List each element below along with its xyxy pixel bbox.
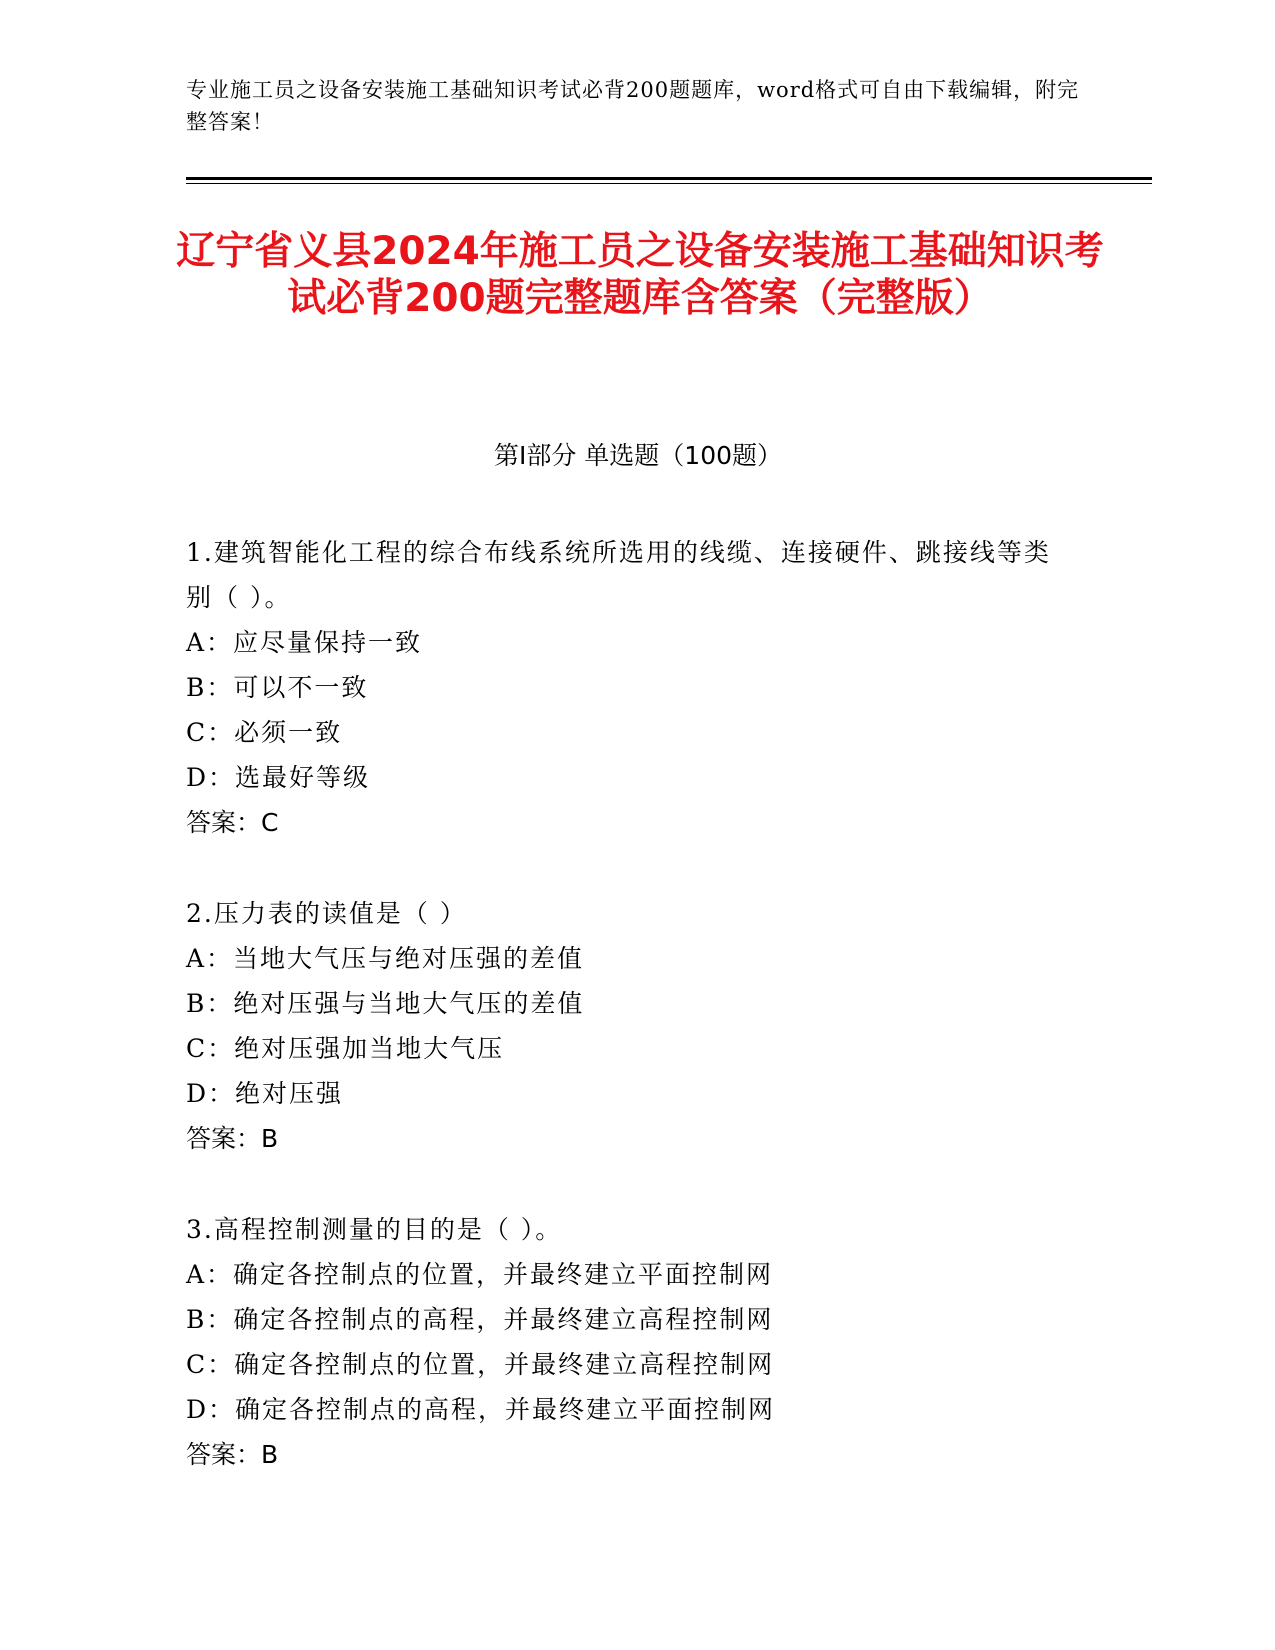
question-option-c: C：绝对压强加当地大气压: [186, 1034, 505, 1063]
question-stem: 1.建筑智能化工程的综合布线系统所选用的线缆、连接硬件、跳接线等类别（ ）。: [186, 538, 1051, 612]
question-stem: 2.压力表的读值是（ ）: [186, 899, 467, 928]
header-note: 专业施工员之设备安装施工基础知识考试必背200题题库，word格式可自由下载编辑，附完整答案！: [186, 78, 1080, 134]
question-option-a: A：当地大气压与绝对压强的差值: [186, 944, 585, 973]
question-option-d: D：确定各控制点的高程，并最终建立平面控制网: [186, 1395, 776, 1424]
question-option-b: B：确定各控制点的高程，并最终建立高程控制网: [186, 1305, 774, 1334]
question-option-a: A：应尽量保持一致: [186, 628, 423, 657]
question-item: [186, 1207, 1066, 1477]
question-answer: 答案：B: [186, 1124, 279, 1153]
question-option-d: D：选最好等级: [186, 763, 371, 792]
question-stem: 3.高程控制测量的目的是（ ）。: [186, 1215, 563, 1244]
section-heading: 第Ⅰ部分 单选题（100题）: [493, 441, 783, 470]
header-divider-thin: [186, 183, 1152, 184]
question-option-b: B：绝对压强与当地大气压的差值: [186, 989, 585, 1018]
question-answer: 答案：C: [186, 808, 279, 837]
question-option-a: A：确定各控制点的位置，并最终建立平面控制网: [186, 1260, 774, 1289]
question-option-b: B：可以不一致: [186, 673, 369, 702]
question-item: [186, 891, 1066, 1161]
question-list: [186, 530, 1066, 1523]
header-divider-thick: [186, 177, 1152, 180]
document-title: 辽宁省义县2024年施工员之设备安装施工基础知识考试必背200题完整题库含答案（完整版）: [176, 229, 1104, 321]
question-answer: 答案：B: [186, 1440, 279, 1469]
question-option-c: C：必须一致: [186, 718, 343, 747]
question-option-d: D：绝对压强: [186, 1079, 344, 1108]
question-item: [186, 530, 1066, 845]
question-option-c: C：确定各控制点的位置，并最终建立高程控制网: [186, 1350, 775, 1379]
